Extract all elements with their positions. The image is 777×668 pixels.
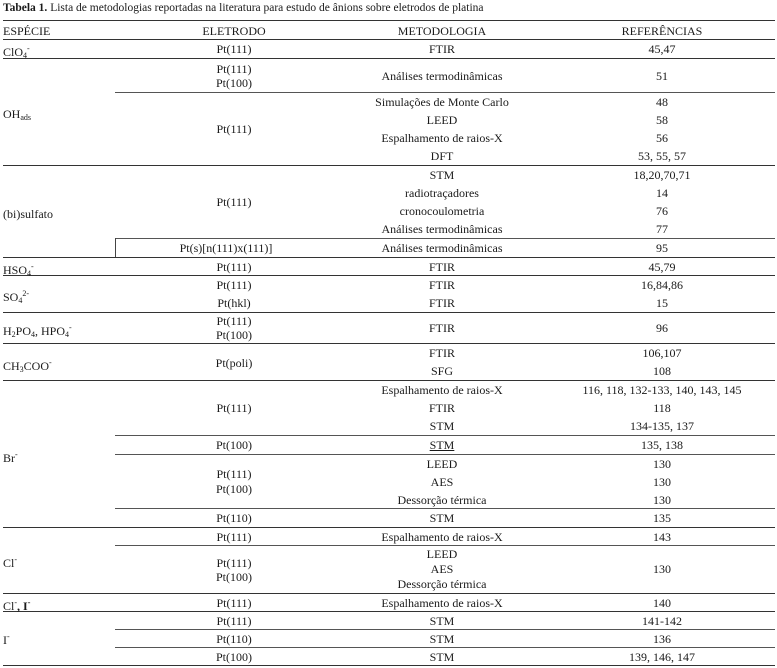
electrode-cell: Pt(111): [216, 596, 252, 610]
method-cell: STM: [429, 511, 455, 525]
method-cell: SFG: [430, 364, 454, 378]
method-cell: Espalhamento de raios-X: [381, 530, 503, 544]
reference-cell: 45,79: [648, 260, 676, 274]
reference-cell: 76: [656, 204, 668, 218]
electrode-cell: Pt(s)[n(111)x(111)]: [179, 241, 273, 255]
row-divider: [115, 545, 775, 546]
electrode-cell: Pt(111): [216, 530, 252, 544]
header-metodologia: METODOLOGIA: [397, 24, 487, 38]
method-cell: FTIR: [428, 321, 456, 335]
row-divider: [115, 454, 775, 455]
method-cell: STM: [429, 650, 455, 664]
method-cell: AES: [430, 475, 454, 489]
electrode-cell: Pt(100): [216, 650, 252, 664]
reference-cell: 58: [656, 113, 668, 127]
reference-cell: 135, 138: [641, 438, 683, 452]
electrode-cell: Pt(111): [216, 614, 252, 628]
method-cell: radiotraçadores: [405, 186, 479, 200]
method-cell: AES: [430, 562, 454, 576]
header-rule: [3, 39, 775, 40]
method-cell: Dessorção térmica: [397, 577, 487, 591]
reference-cell: 106,107: [642, 346, 682, 360]
method-cell: FTIR: [428, 346, 456, 360]
table-caption: [3, 1, 484, 15]
electrode-cell: Pt(100): [216, 482, 252, 496]
electrode-cell: Pt(100): [216, 328, 252, 342]
row-divider: [3, 58, 775, 59]
reference-cell: 130: [653, 475, 671, 489]
method-cell: STM: [429, 632, 455, 646]
reference-cell: 95: [656, 241, 668, 255]
reference-cell: 51: [656, 69, 668, 83]
species-br: Br-: [3, 450, 18, 465]
species-cl-i: Cl-, I-: [3, 598, 31, 613]
method-cell: FTIR: [428, 296, 456, 310]
reference-cell: 130: [653, 562, 671, 576]
row-divider: [115, 508, 775, 509]
method-cell: FTIR: [428, 42, 456, 56]
reference-cell: 141-142: [642, 614, 682, 628]
reference-cell: 45,47: [648, 42, 676, 56]
row-divider: [115, 92, 775, 93]
header-especie: ESPÉCIE: [3, 24, 51, 38]
reference-cell: 134-135, 137: [630, 419, 694, 433]
species-ohads: $OH_{ads}$: [3, 107, 32, 122]
method-cell: DFT: [430, 149, 454, 163]
row-divider: [115, 238, 775, 239]
method-cell: Análises termodinâmicas: [381, 241, 503, 255]
method-cell: FTIR: [428, 401, 456, 415]
reference-cell: 77: [656, 222, 668, 236]
species-ch3coo: $CH_3COO^-$: [3, 358, 52, 374]
electrode-cell: Pt(110): [216, 632, 252, 646]
electrode-cell: Pt(111): [216, 314, 252, 328]
row-divider: [3, 593, 775, 594]
caption-label: Tabela 1.: [3, 2, 48, 14]
reference-cell: 15: [656, 296, 668, 310]
row-divider: [3, 343, 775, 344]
reference-cell: 14: [656, 186, 668, 200]
method-cell: cronocoulometria: [399, 204, 485, 218]
electrode-cell: Pt(100): [216, 76, 252, 90]
reference-cell: 139, 146, 147: [629, 650, 695, 664]
row-divider: [3, 275, 775, 276]
row-divider: [115, 647, 775, 648]
method-cell: LEED: [426, 457, 458, 471]
electrode-cell: Pt(111): [216, 467, 252, 481]
reference-cell: 116, 118, 132-133, 140, 143, 145: [582, 383, 742, 397]
header-eletrodo: ELETRODO: [202, 24, 266, 38]
reference-cell: 118: [653, 401, 671, 415]
electrode-cell: Pt(110): [216, 511, 252, 525]
species-hso4: $HSO_4^-$: [3, 262, 34, 278]
method-cell: LEED: [426, 113, 458, 127]
bottom-rule: [3, 665, 775, 666]
method-cell: Análises termodinâmicas: [381, 69, 503, 83]
species-cl: Cl-: [3, 555, 18, 570]
electrode-cell: Pt(poli): [215, 356, 253, 370]
row-divider: [3, 257, 775, 258]
method-cell: STM: [429, 419, 455, 433]
reference-cell: 108: [653, 364, 671, 378]
header-referencias: REFERÊNCIAS: [621, 24, 703, 38]
row-divider: [3, 312, 775, 313]
species-h2po4-hpo4: $H_2PO_4$, $HPO_4^-$: [3, 323, 72, 339]
method-cell: LEED: [426, 547, 458, 561]
reference-cell: 48: [656, 95, 668, 109]
row-divider: [3, 380, 775, 381]
cell-border: [115, 238, 116, 257]
method-cell: FTIR: [428, 278, 456, 292]
electrode-cell: Pt(100): [216, 570, 252, 584]
reference-cell: 136: [653, 632, 671, 646]
method-cell: Simulações de Monte Carlo: [375, 95, 509, 109]
reference-cell: 140: [653, 596, 671, 610]
method-cell: Análises termodinâmicas: [381, 222, 503, 236]
row-divider: [3, 527, 775, 528]
method-cell: STM: [429, 438, 455, 452]
row-divider: [3, 611, 775, 612]
reference-cell: 16,84,86: [641, 278, 683, 292]
caption-text: Lista de metodologias reportadas na literatura para estudo de ânions sobre eletrodos de platina: [50, 2, 484, 14]
electrode-cell: Pt(111): [216, 42, 252, 56]
electrode-cell: Pt(100): [216, 438, 252, 452]
electrode-cell: Pt(111): [216, 260, 252, 274]
method-cell: Espalhamento de raios-X: [381, 131, 503, 145]
electrode-cell: Pt(111): [216, 278, 252, 292]
reference-cell: 130: [653, 493, 671, 507]
method-cell: Dessorção térmica: [397, 493, 487, 507]
electrode-cell: Pt(111): [216, 195, 252, 209]
reference-cell: 53, 55, 57: [638, 149, 686, 163]
row-divider: [115, 629, 775, 630]
reference-cell: 143: [653, 530, 671, 544]
reference-cell: 56: [656, 131, 668, 145]
species-bisulfato: (bi)sulfato: [3, 207, 53, 221]
species-so4: $SO_4^{2-}$: [3, 289, 30, 305]
species-clo4: ClO$_4$-: [3, 44, 30, 60]
row-divider: [3, 165, 775, 166]
electrode-cell: Pt(111): [216, 556, 252, 570]
method-cell: Espalhamento de raios-X: [381, 596, 503, 610]
reference-cell: 130: [653, 457, 671, 471]
method-cell: STM: [429, 614, 455, 628]
species-i: I-: [3, 632, 10, 647]
electrode-cell: Pt(111): [216, 62, 252, 76]
method-cell: FTIR: [428, 260, 456, 274]
electrode-cell: Pt(111): [216, 401, 252, 415]
electrode-cell: Pt(111): [216, 122, 252, 136]
reference-cell: 96: [656, 321, 668, 335]
row-divider: [115, 435, 775, 436]
method-cell: Espalhamento de raios-X: [381, 383, 503, 397]
electrode-cell: Pt(hkl): [217, 296, 251, 310]
reference-cell: 18,20,70,71: [633, 168, 691, 182]
method-cell: STM: [429, 168, 455, 182]
reference-cell: 135: [653, 511, 671, 525]
top-rule: [3, 20, 775, 21]
